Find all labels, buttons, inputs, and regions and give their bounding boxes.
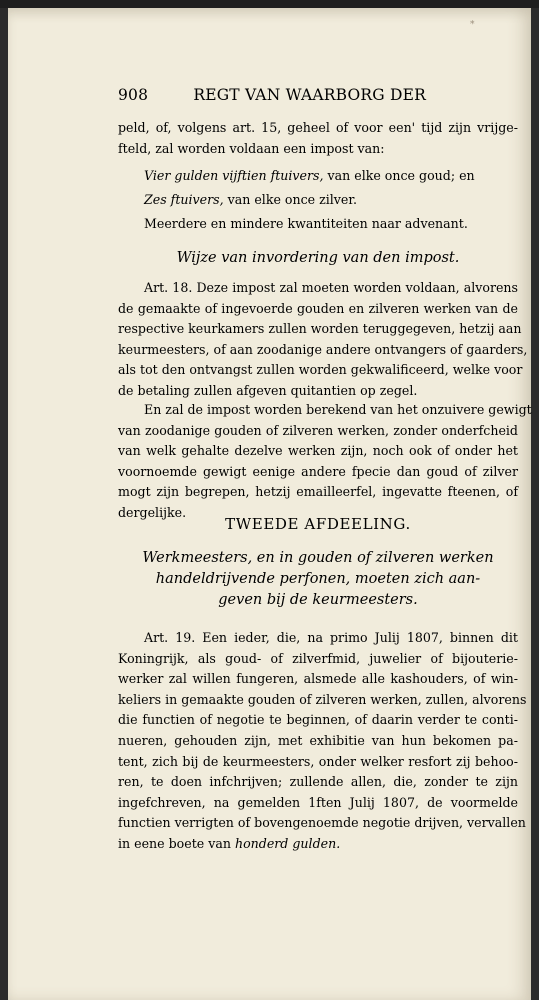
rates-list xyxy=(118,164,518,236)
text-line: de gemaakte of ingevoerde gouden en zilveren werken van de xyxy=(118,300,518,316)
text-line: functien verrigten of bovengenoemde negotie drijven, vervallen xyxy=(118,815,526,831)
article-19 xyxy=(118,628,527,855)
text-line: keurmeesters, of aan zoodanige andere ontvangers of gaarders, xyxy=(118,341,528,357)
text-line: keliers in gemaakte gouden of zilveren werken, zullen, alvorens xyxy=(118,691,527,707)
section-heading-workmasters xyxy=(118,548,518,611)
heading-line: handeldrijvende perfonen, moeten zich aan- xyxy=(155,571,481,587)
text-line: ren, te doen infchrijven; zullende allen, die, zonder te zijn xyxy=(118,774,518,790)
text-line: nueren, gehouden zijn, met exhibitie van hun bekomen pa- xyxy=(118,732,518,748)
text-line: En zal de impost worden berekend van het onzuivere gewigt xyxy=(144,402,532,417)
intro-paragraph xyxy=(118,118,518,159)
section-heading-collection: Wijze van invordering van den impost. xyxy=(176,250,460,266)
weight-paragraph xyxy=(118,400,532,524)
text-line: die functien of negotie te beginnen, of daarin verder te conti- xyxy=(118,712,518,728)
text-line: de betaling zullen afgeven quitantien op zegel. xyxy=(118,382,418,398)
heading-line: geven bij de keurmeesters. xyxy=(218,592,418,608)
fine-prefix: in eene boete van xyxy=(118,835,235,851)
text-line: Art. 19. Een ieder, die, na primo Julij 1807, binnen dit xyxy=(144,630,518,645)
text-line: werker zal willen fungeren, alsmede alle kashouders, of win- xyxy=(118,671,518,687)
text-line: fteld, zal worden voldaan een impost van: xyxy=(118,140,385,156)
fine-amount: honderd gulden. xyxy=(234,835,341,851)
text-line: peld, of, volgens art. 15, geheel of voor een' tijd zijn vrijge- xyxy=(118,120,518,135)
text-line: tent, zich bij de keurmeesters, onder welker resfort zij behoo- xyxy=(118,753,518,769)
text-line: van welk gehalte dezelve werken zijn, noch ook of onder het xyxy=(118,443,518,459)
page-mark: * xyxy=(470,20,475,30)
rate-gold-text: van elke once goud; en xyxy=(323,168,475,183)
rate-silver-text: van elke once zilver. xyxy=(223,192,358,207)
rate-silver-amount: Zes ftuivers, xyxy=(144,192,224,207)
text-line: als tot den ontvangst zullen worden gekwalificeerd, welke voor xyxy=(118,362,523,378)
rate-silver xyxy=(118,188,518,212)
rate-gold xyxy=(118,164,518,188)
text-line xyxy=(118,834,518,855)
article-18 xyxy=(118,278,528,402)
running-header xyxy=(118,86,458,104)
page-number: 908 xyxy=(118,86,149,104)
text-line: Art. 18. Deze impost zal moeten worden voldaan, alvorens xyxy=(144,280,518,295)
text-line: van zoodanige gouden of zilveren werken, zonder onderfcheid xyxy=(118,422,518,438)
text-line: voornoemde gewigt eenige andere fpecie dan goud of zilver xyxy=(118,463,518,479)
text-line: ingefchreven, na gemelden 1ften Julij 1807, de voormelde xyxy=(118,794,518,810)
text-line: Koningrijk, als goud- of zilverfmid, juwelier of bijouterie- xyxy=(118,650,518,666)
text-line: respective keurkamers zullen worden teruggegeven, hetzij aan xyxy=(118,321,522,337)
rate-other: Meerdere en mindere kwantiteiten naar advenant. xyxy=(144,216,468,231)
section-heading-second: TWEEDE AFDEELING. xyxy=(225,515,411,533)
heading-line: Werkmeesters, en in gouden of zilveren werken xyxy=(142,550,494,566)
text-line: mogt zijn begrepen, hetzij emailleerfel, ingevatte fteenen, of xyxy=(118,484,518,500)
running-title: REGT VAN WAARBORG DER xyxy=(193,86,426,104)
scan-border xyxy=(0,0,539,8)
text-line: dergelijke. xyxy=(118,504,187,520)
rate-gold-amount: Vier gulden vijftien ftuivers, xyxy=(144,168,324,183)
